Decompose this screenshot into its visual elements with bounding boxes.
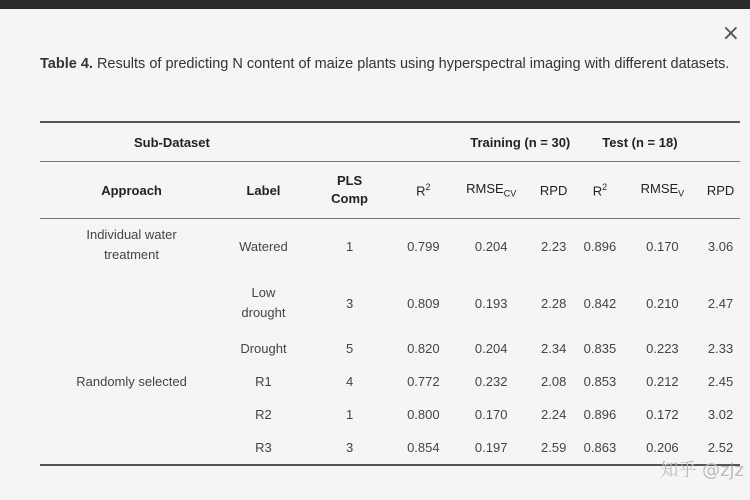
table-row bbox=[40, 431, 740, 465]
cell-r2-train: 0.800 bbox=[407, 407, 440, 422]
cell-rpd-test: 2.33 bbox=[707, 341, 734, 356]
approach-random: Randomly selected bbox=[76, 374, 187, 389]
cell-rpd-train: 2.34 bbox=[541, 341, 567, 356]
col-rmsecv-sub: CV bbox=[503, 188, 517, 199]
cell-r2-test: 0.842 bbox=[583, 295, 617, 311]
approach-empty bbox=[40, 398, 223, 431]
col-rmsev-text: RMSE bbox=[640, 181, 679, 197]
cell-rmsecv: 0.197 bbox=[474, 440, 508, 455]
group-header-test: Test (n = 18) bbox=[576, 122, 740, 162]
col-r2-train bbox=[395, 162, 451, 219]
cell-r2-train: 0.854 bbox=[407, 440, 440, 455]
cell-rmsecv: 0.204 bbox=[474, 341, 508, 356]
cell-label: Drought bbox=[240, 341, 287, 356]
cell-rpd-train: 2.24 bbox=[541, 407, 567, 422]
cell-rmsev: 0.210 bbox=[646, 295, 679, 311]
cell-label bbox=[223, 274, 304, 332]
cell-label: R3 bbox=[255, 440, 272, 455]
cell-pls: 5 bbox=[345, 341, 354, 356]
cell-rpd-train: 2.23 bbox=[541, 239, 567, 254]
cell-label: Watered bbox=[239, 239, 288, 254]
cell-rpd-test: 2.52 bbox=[707, 440, 734, 455]
cell-label: R1 bbox=[255, 374, 272, 389]
table-caption bbox=[40, 53, 740, 75]
cell-rmsev: 0.170 bbox=[646, 239, 679, 254]
col-rmsecv-text: RMSE bbox=[466, 181, 504, 197]
cell-pls: 1 bbox=[345, 407, 354, 422]
table-row bbox=[40, 219, 740, 275]
cell-rpd-test: 3.06 bbox=[707, 239, 734, 254]
cell-label: R2 bbox=[255, 407, 272, 422]
approach-empty bbox=[40, 431, 223, 465]
group-header-training: Training (n = 30) bbox=[304, 122, 576, 162]
cell-rmsev: 0.206 bbox=[646, 440, 679, 455]
cell-rmsev: 0.212 bbox=[646, 374, 679, 389]
approach-individual bbox=[40, 219, 223, 366]
caption-text: Results of predicting N content of maize plants using hyperspectral imaging with different datasets. bbox=[96, 56, 730, 72]
cell-pls: 3 bbox=[345, 440, 354, 455]
cell-r2-train: 0.799 bbox=[407, 239, 440, 254]
cell-r2-test: 0.896 bbox=[583, 239, 617, 254]
col-rmsev-sub: V bbox=[678, 188, 685, 199]
col-pls-comp bbox=[304, 162, 396, 219]
cell-label-text: Low drought bbox=[241, 285, 286, 320]
cell-rpd-train: 2.08 bbox=[541, 374, 567, 389]
column-header-row bbox=[40, 162, 740, 219]
cell-r2-train: 0.772 bbox=[407, 374, 440, 389]
col-r2-test-text: R bbox=[592, 183, 603, 199]
col-rmsev bbox=[624, 162, 702, 219]
cell-pls: 3 bbox=[345, 295, 354, 311]
watermark: 知乎 @zjz bbox=[660, 460, 744, 481]
col-label: Label bbox=[223, 162, 304, 219]
cell-r2-test: 0.835 bbox=[583, 341, 617, 356]
cell-rmsev: 0.172 bbox=[646, 407, 679, 422]
group-header-subdataset: Sub-Dataset bbox=[40, 122, 304, 162]
modal-panel bbox=[0, 9, 750, 500]
col-pls-comp-text: PLS Comp bbox=[331, 173, 369, 206]
close-icon[interactable]: × bbox=[721, 21, 740, 46]
col-approach: Approach bbox=[40, 162, 223, 219]
results-table bbox=[40, 121, 740, 466]
cell-r2-test: 0.863 bbox=[583, 440, 617, 455]
cell-rmsecv: 0.193 bbox=[474, 295, 508, 311]
col-r2-test-sup: 2 bbox=[602, 181, 608, 192]
col-rmsecv bbox=[451, 162, 531, 219]
cell-rpd-test: 2.45 bbox=[707, 374, 734, 389]
cell-rpd-train: 2.28 bbox=[541, 295, 567, 311]
cell-r2-train: 0.820 bbox=[407, 341, 440, 356]
cell-pls: 1 bbox=[345, 239, 354, 254]
table-row bbox=[40, 365, 740, 398]
cell-rpd-train: 2.59 bbox=[541, 440, 567, 455]
col-r2-train-sup: 2 bbox=[425, 181, 431, 192]
table-row bbox=[40, 398, 740, 431]
results-table-wrap bbox=[40, 121, 740, 466]
cell-rpd-test: 2.47 bbox=[707, 295, 734, 311]
cell-r2-test: 0.853 bbox=[583, 374, 617, 389]
group-header-row bbox=[40, 122, 740, 162]
cell-r2-test: 0.896 bbox=[583, 407, 617, 422]
caption-label: Table 4. bbox=[40, 56, 93, 72]
cell-r2-train: 0.809 bbox=[407, 295, 440, 311]
cell-rpd-test: 3.02 bbox=[707, 407, 734, 422]
cell-rmsev: 0.223 bbox=[646, 341, 679, 356]
cell-rmsecv: 0.232 bbox=[474, 374, 508, 389]
col-rpd-train: RPD bbox=[531, 162, 576, 219]
cell-rmsecv: 0.204 bbox=[474, 239, 508, 254]
col-rpd-test: RPD bbox=[701, 162, 740, 219]
col-r2-train-text: R bbox=[416, 183, 426, 199]
cell-pls: 4 bbox=[345, 374, 354, 389]
col-r2-test bbox=[576, 162, 623, 219]
approach-individual-text: Individual water treatment bbox=[86, 227, 177, 262]
cell-rmsecv: 0.170 bbox=[474, 407, 508, 422]
